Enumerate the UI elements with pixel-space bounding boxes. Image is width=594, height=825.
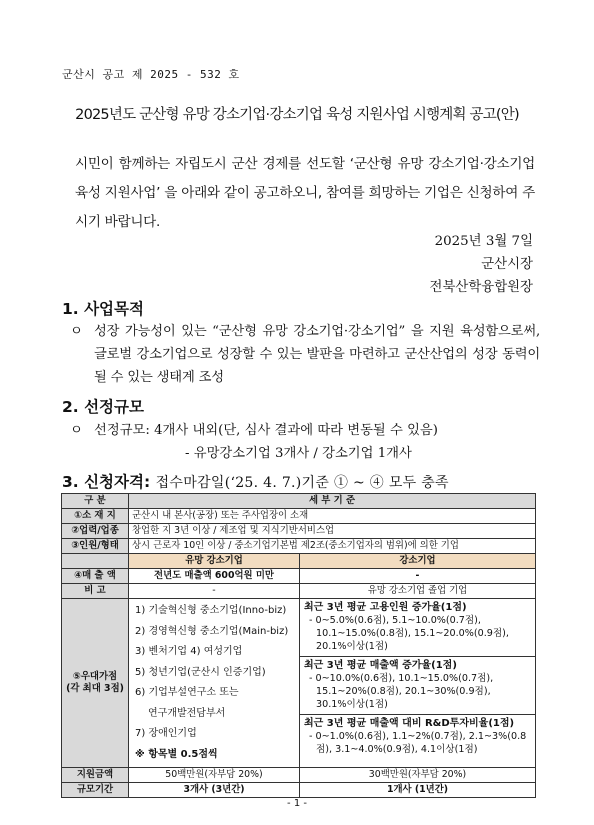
section-1-heading: 1. 사업목적	[62, 300, 144, 318]
row-amount-strong: 30백만원(자부담 20%)	[300, 768, 536, 783]
preference-item: 연구개발전담부서	[148, 707, 226, 719]
sales-growth-value: - 0~10.0%(0.6점), 10.1~15.0%(0.7점),	[309, 673, 494, 684]
rd-ratio-value: 점), 3.1~4.0%(0.9점), 4.1이상(1점)	[316, 744, 478, 755]
preference-note: ※ 항목별 0.5점씩	[135, 748, 218, 760]
subheader-promising: 유망 강소기업	[129, 554, 300, 569]
section-2-heading: 2. 선정규모	[62, 398, 144, 416]
employment-growth-value: - 0~5.0%(0.6점), 5.1~10.0%(0.7점),	[309, 615, 481, 626]
row-sales-strong: -	[300, 569, 536, 584]
table-header-criteria: 세 부 기 준	[129, 494, 536, 509]
notice-number: 군산시 공고 제 2025 - 532 호	[62, 68, 240, 81]
rd-ratio-heading: 최근 3년 평균 매출액 대비 R&D투자비율(1점)	[304, 718, 515, 729]
date-block	[430, 230, 533, 299]
bullet-marker: ㅇ	[70, 324, 83, 339]
sales-growth-block	[300, 657, 535, 715]
preference-label-line2: (각 최대 3점)	[66, 683, 124, 694]
row-label-note: 비 고	[62, 584, 129, 599]
table-header-category: 구 분	[62, 494, 129, 509]
rd-ratio-block	[300, 715, 535, 758]
preference-item: 7) 장애인기업	[135, 728, 197, 739]
employment-growth-heading: 최근 3년 평균 고용인원 증가율(1점)	[304, 602, 467, 613]
employment-growth-value: 10.1~15.0%(0.8점), 15.1~20.0%(0.9점),	[316, 628, 509, 639]
document-title: 2025년도 군산형 유망 강소기업·강소기업 육성 지원사업 시행계획 공고(안)	[75, 107, 519, 123]
preference-item: 3) 벤처기업 4) 여성기업	[135, 646, 243, 657]
row-scale-strong: 1개사 (1년간)	[300, 783, 536, 798]
eligibility-table	[61, 493, 536, 798]
row-label-history: ②업력/업종	[62, 524, 129, 539]
row-value-staff: 상시 근로자 10인 이상 / 중소기업기본법 제2조(중소기업자의 범위)에 의한 기업	[129, 539, 536, 554]
intro-paragraph: 시민이 함께하는 자립도시 군산 경제를 선도할 ‘군산형 유망 강소기업·강소기업 육성 지원사업’ 을 아래와 같이 공고하오니, 참여를 희망하는 기업은 신청하여 주시기 바랍니다.	[75, 156, 535, 230]
row-scale-promising: 3개사 (3년간)	[129, 783, 300, 798]
row-label-sales: ④매 출 액	[62, 569, 129, 584]
issuer-institute: 전북산학융합원장	[429, 280, 533, 295]
row-label-preference	[62, 599, 129, 768]
preference-scoring	[300, 599, 536, 768]
row-sales-promising: 전년도 매출액 600억원 미만	[129, 569, 300, 584]
preference-item: 2) 경영혁신형 중소기업(Main-biz)	[135, 625, 289, 637]
sales-growth-value: 15.1~20%(0.8점), 20.1~30%(0.9점),	[316, 686, 491, 697]
section-1-bullet	[70, 320, 540, 389]
bullet-marker: ㅇ	[70, 423, 83, 438]
page-number: - 1 -	[287, 798, 307, 809]
preference-item: 1) 기술혁신형 중소기업(Inno-biz)	[135, 605, 287, 616]
preference-item: 5) 청년기업(군산시 인증기업)	[135, 666, 266, 678]
section-3-tail: 접수마감일(‘25. 4. 7.)기준 ① ~ ④ 모두 충족	[155, 475, 449, 491]
sales-growth-value: 30.1%이상(1점)	[316, 699, 388, 710]
row-amount-promising: 50백만원(자부담 20%)	[129, 768, 300, 783]
section-2-bullet	[70, 419, 540, 465]
row-note-strong: 유망 강소기업 졸업 기업	[300, 584, 536, 599]
sales-growth-heading: 최근 3년 평균 매출액 증가율(1점)	[304, 660, 457, 671]
row-label-location: ①소 재 지	[62, 509, 129, 524]
row-value-history: 창업한 지 3년 이상 / 제조업 및 지식기반서비스업	[129, 524, 536, 539]
section-3-heading	[62, 470, 449, 492]
row-label-scale: 규모기간	[62, 783, 129, 798]
row-note-promising: -	[129, 584, 300, 599]
rd-ratio-value: - 0~1.0%(0.6점), 1.1~2%(0.7점), 2.1~3%(0.8	[309, 731, 527, 742]
row-label-amount: 지원금액	[62, 768, 129, 783]
section-2-line2: - 유망강소기업 3개사 / 강소기업 1개사	[185, 446, 412, 461]
notice-date: 2025년 3월 7일	[434, 234, 533, 249]
section-3-title: 3. 신청자격:	[62, 473, 151, 491]
preference-item: 6) 기업부설연구소 또는	[135, 687, 239, 698]
employment-growth-value: 20.1%이상(1점)	[316, 641, 388, 652]
row-value-location: 군산시 내 본사(공장) 또는 주사업장이 소재	[129, 509, 536, 524]
section-2-line1: 선정규모: 4개사 내외(단, 심사 결과에 따라 변동될 수 있음)	[94, 423, 438, 438]
issuer-mayor: 군산시장	[481, 257, 533, 272]
preference-label-line1: ⑤우대가점	[72, 671, 118, 682]
preference-list	[129, 599, 300, 768]
employment-growth-block	[300, 599, 535, 657]
section-1-text: 성장 가능성이 있는 “군산형 유망 강소기업·강소기업” 을 지원 육성함으로써, 글로벌 강소기업으로 성장할 수 있는 발판을 마련하고 군산산업의 성장 동력이 될 수 있는 생태계 조성	[94, 324, 540, 385]
row-label-staff: ③인원/형태	[62, 539, 129, 554]
subheader-strong: 강소기업	[300, 554, 536, 569]
